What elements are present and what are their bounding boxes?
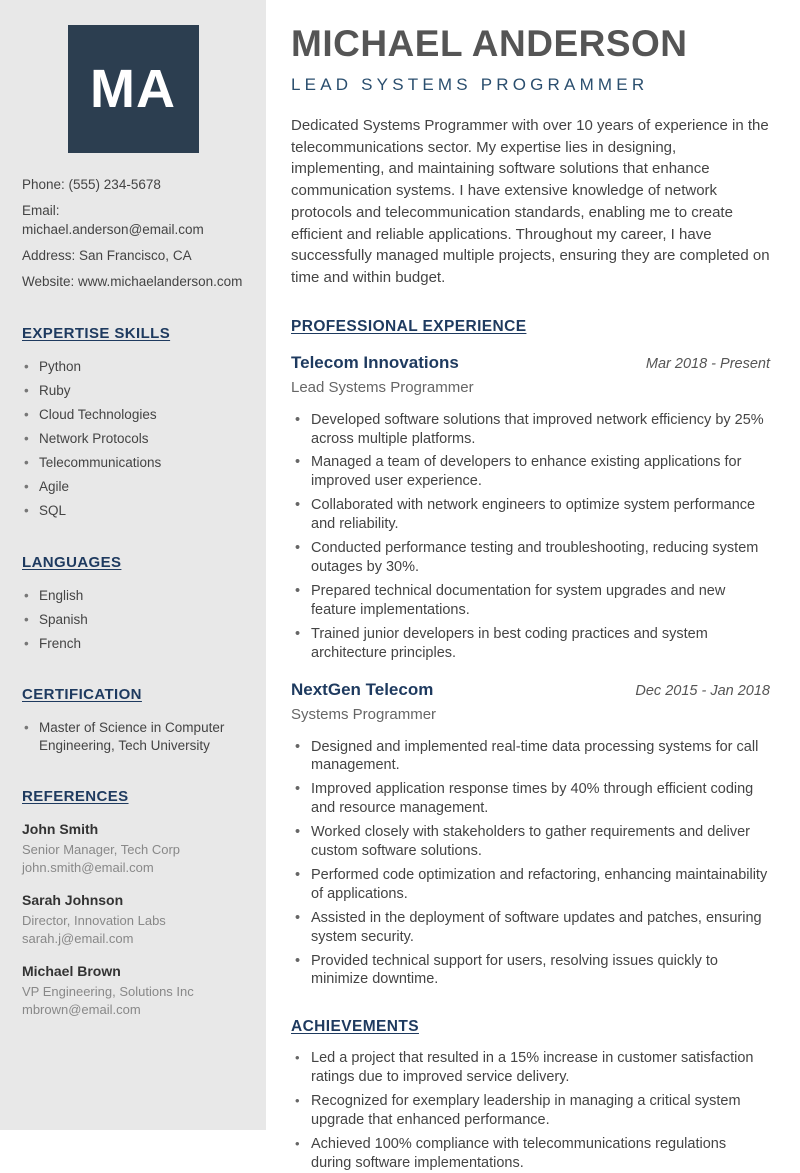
list-item: • Agile [22, 478, 244, 496]
job-entry [291, 680, 770, 990]
list-item: • French [22, 635, 244, 653]
job-header [291, 353, 770, 373]
list-item: • Worked closely with stakeholders to gather requirements and deliver custom software solutions. [291, 823, 770, 861]
list-item: • Designed and implemented real-time data processing systems for call management. [291, 738, 770, 776]
skills-list [22, 358, 244, 520]
sidebar [0, 0, 266, 1130]
company-name: NextGen Telecom [291, 679, 434, 699]
languages-heading: LANGUAGES [22, 553, 122, 571]
reference-name: John Smith [22, 821, 99, 837]
skills-heading: EXPERTISE SKILLS [22, 325, 171, 342]
list-item: • English [22, 587, 244, 605]
list-item: • Conducted performance testing and troubleshooting, reducing system outages by 30%. [291, 539, 770, 577]
job-role: Systems Programmer [291, 705, 437, 723]
list-item: • Python [22, 358, 244, 376]
contact-website: Website: www.michaelanderson.com [22, 274, 243, 289]
job-bullet-list [291, 411, 770, 663]
reference-role: Director, Innovation Labs [22, 913, 166, 928]
reference-name: Michael Brown [22, 963, 121, 979]
summary-paragraph: Dedicated Systems Programmer with over 10 years of experience in the telecommunications sector. My expertise lies in designing, implementing, and maintaining software solutions that enhance communication systems. I have extensive knowledge of network protocols and telecommunication standards, enabling me to create efficient and reliable applications. Throughout my career, I have successfully managed multiple projects, ensuring they are completed on time and within budget. [291, 117, 770, 286]
list-item: • Led a project that resulted in a 15% increase in customer satisfaction ratings due to improved service delivery. [291, 1049, 770, 1087]
page-title: MICHAEL ANDERSON [291, 23, 688, 64]
list-item: • Network Protocols [22, 430, 244, 448]
avatar-initials: MA [90, 59, 176, 119]
job-role: Lead Systems Programmer [291, 378, 474, 396]
contact-address: Address: San Francisco, CA [22, 248, 192, 263]
reference-name: Sarah Johnson [22, 892, 124, 908]
list-item: • Trained junior developers in best coding practices and system architecture principles. [291, 625, 770, 663]
job-header [291, 680, 770, 700]
list-item: • Managed a team of developers to enhance existing applications for improved user experience. [291, 453, 770, 491]
reference-email: mbrown@email.com [22, 1002, 141, 1017]
list-item: • Ruby [22, 382, 244, 400]
list-item: • Cloud Technologies [22, 406, 244, 424]
list-item: • Collaborated with network engineers to optimize system performance and reliability. [291, 496, 770, 534]
skills-section [22, 324, 244, 520]
languages-section [22, 553, 244, 653]
experience-heading: PROFESSIONAL EXPERIENCE [291, 317, 527, 335]
certification-list [22, 719, 244, 754]
certification-heading: CERTIFICATION [22, 686, 142, 703]
reference-role: Senior Manager, Tech Corp [22, 842, 181, 857]
achievements-heading: ACHIEVEMENTS [291, 1018, 419, 1036]
contact-phone: Phone: (555) 234-5678 [22, 177, 161, 192]
list-item: • SQL [22, 502, 244, 520]
list-item: • Assisted in the deployment of software updates and patches, ensuring system security. [291, 909, 770, 947]
company-name: Telecom Innovations [291, 352, 459, 372]
job-dates: Mar 2018 - Present [645, 355, 770, 372]
job-bullet-list [291, 738, 770, 990]
list-item: • Telecommunications [22, 454, 244, 472]
list-item: • Improved application response times by 40% through efficient coding and resource management. [291, 780, 770, 818]
achievements-list [291, 1049, 770, 1172]
list-item: • Achieved 100% compliance with telecommunications regulations during software implementations. [291, 1135, 770, 1173]
contact-info [22, 175, 244, 291]
list-item: • Spanish [22, 611, 244, 629]
avatar [68, 25, 199, 153]
reference-email: john.smith@email.com [22, 860, 154, 875]
list-item: • Performed code optimization and refactoring, enhancing maintainability of applications. [291, 866, 770, 904]
reference-entry [22, 820, 244, 877]
job-entry [291, 353, 770, 663]
professional-title: LEAD SYSTEMS PROGRAMMER [291, 75, 649, 94]
references-heading: REFERENCES [22, 788, 129, 805]
languages-list [22, 587, 244, 653]
reference-role: VP Engineering, Solutions Inc [22, 984, 194, 999]
list-item: • Provided technical support for users, resolving issues quickly to minimize downtime. [291, 952, 770, 990]
main-content [266, 0, 800, 1171]
list-item: • Recognized for exemplary leadership in managing a critical system upgrade that enhanced performance. [291, 1092, 770, 1130]
certification-section [22, 685, 244, 754]
job-dates: Dec 2015 - Jan 2018 [635, 682, 770, 699]
list-item: • Developed software solutions that improved network efficiency by 25% across multiple platforms. [291, 411, 770, 449]
reference-email: sarah.j@email.com [22, 931, 134, 946]
contact-email: Email: michael.anderson@email.com [22, 203, 204, 237]
list-item: • Prepared technical documentation for system upgrades and new feature implementations. [291, 582, 770, 620]
list-item: • Master of Science in Computer Engineering, Tech University [22, 719, 244, 754]
reference-entry [22, 891, 244, 948]
references-section [22, 787, 244, 1019]
reference-entry [22, 962, 244, 1019]
